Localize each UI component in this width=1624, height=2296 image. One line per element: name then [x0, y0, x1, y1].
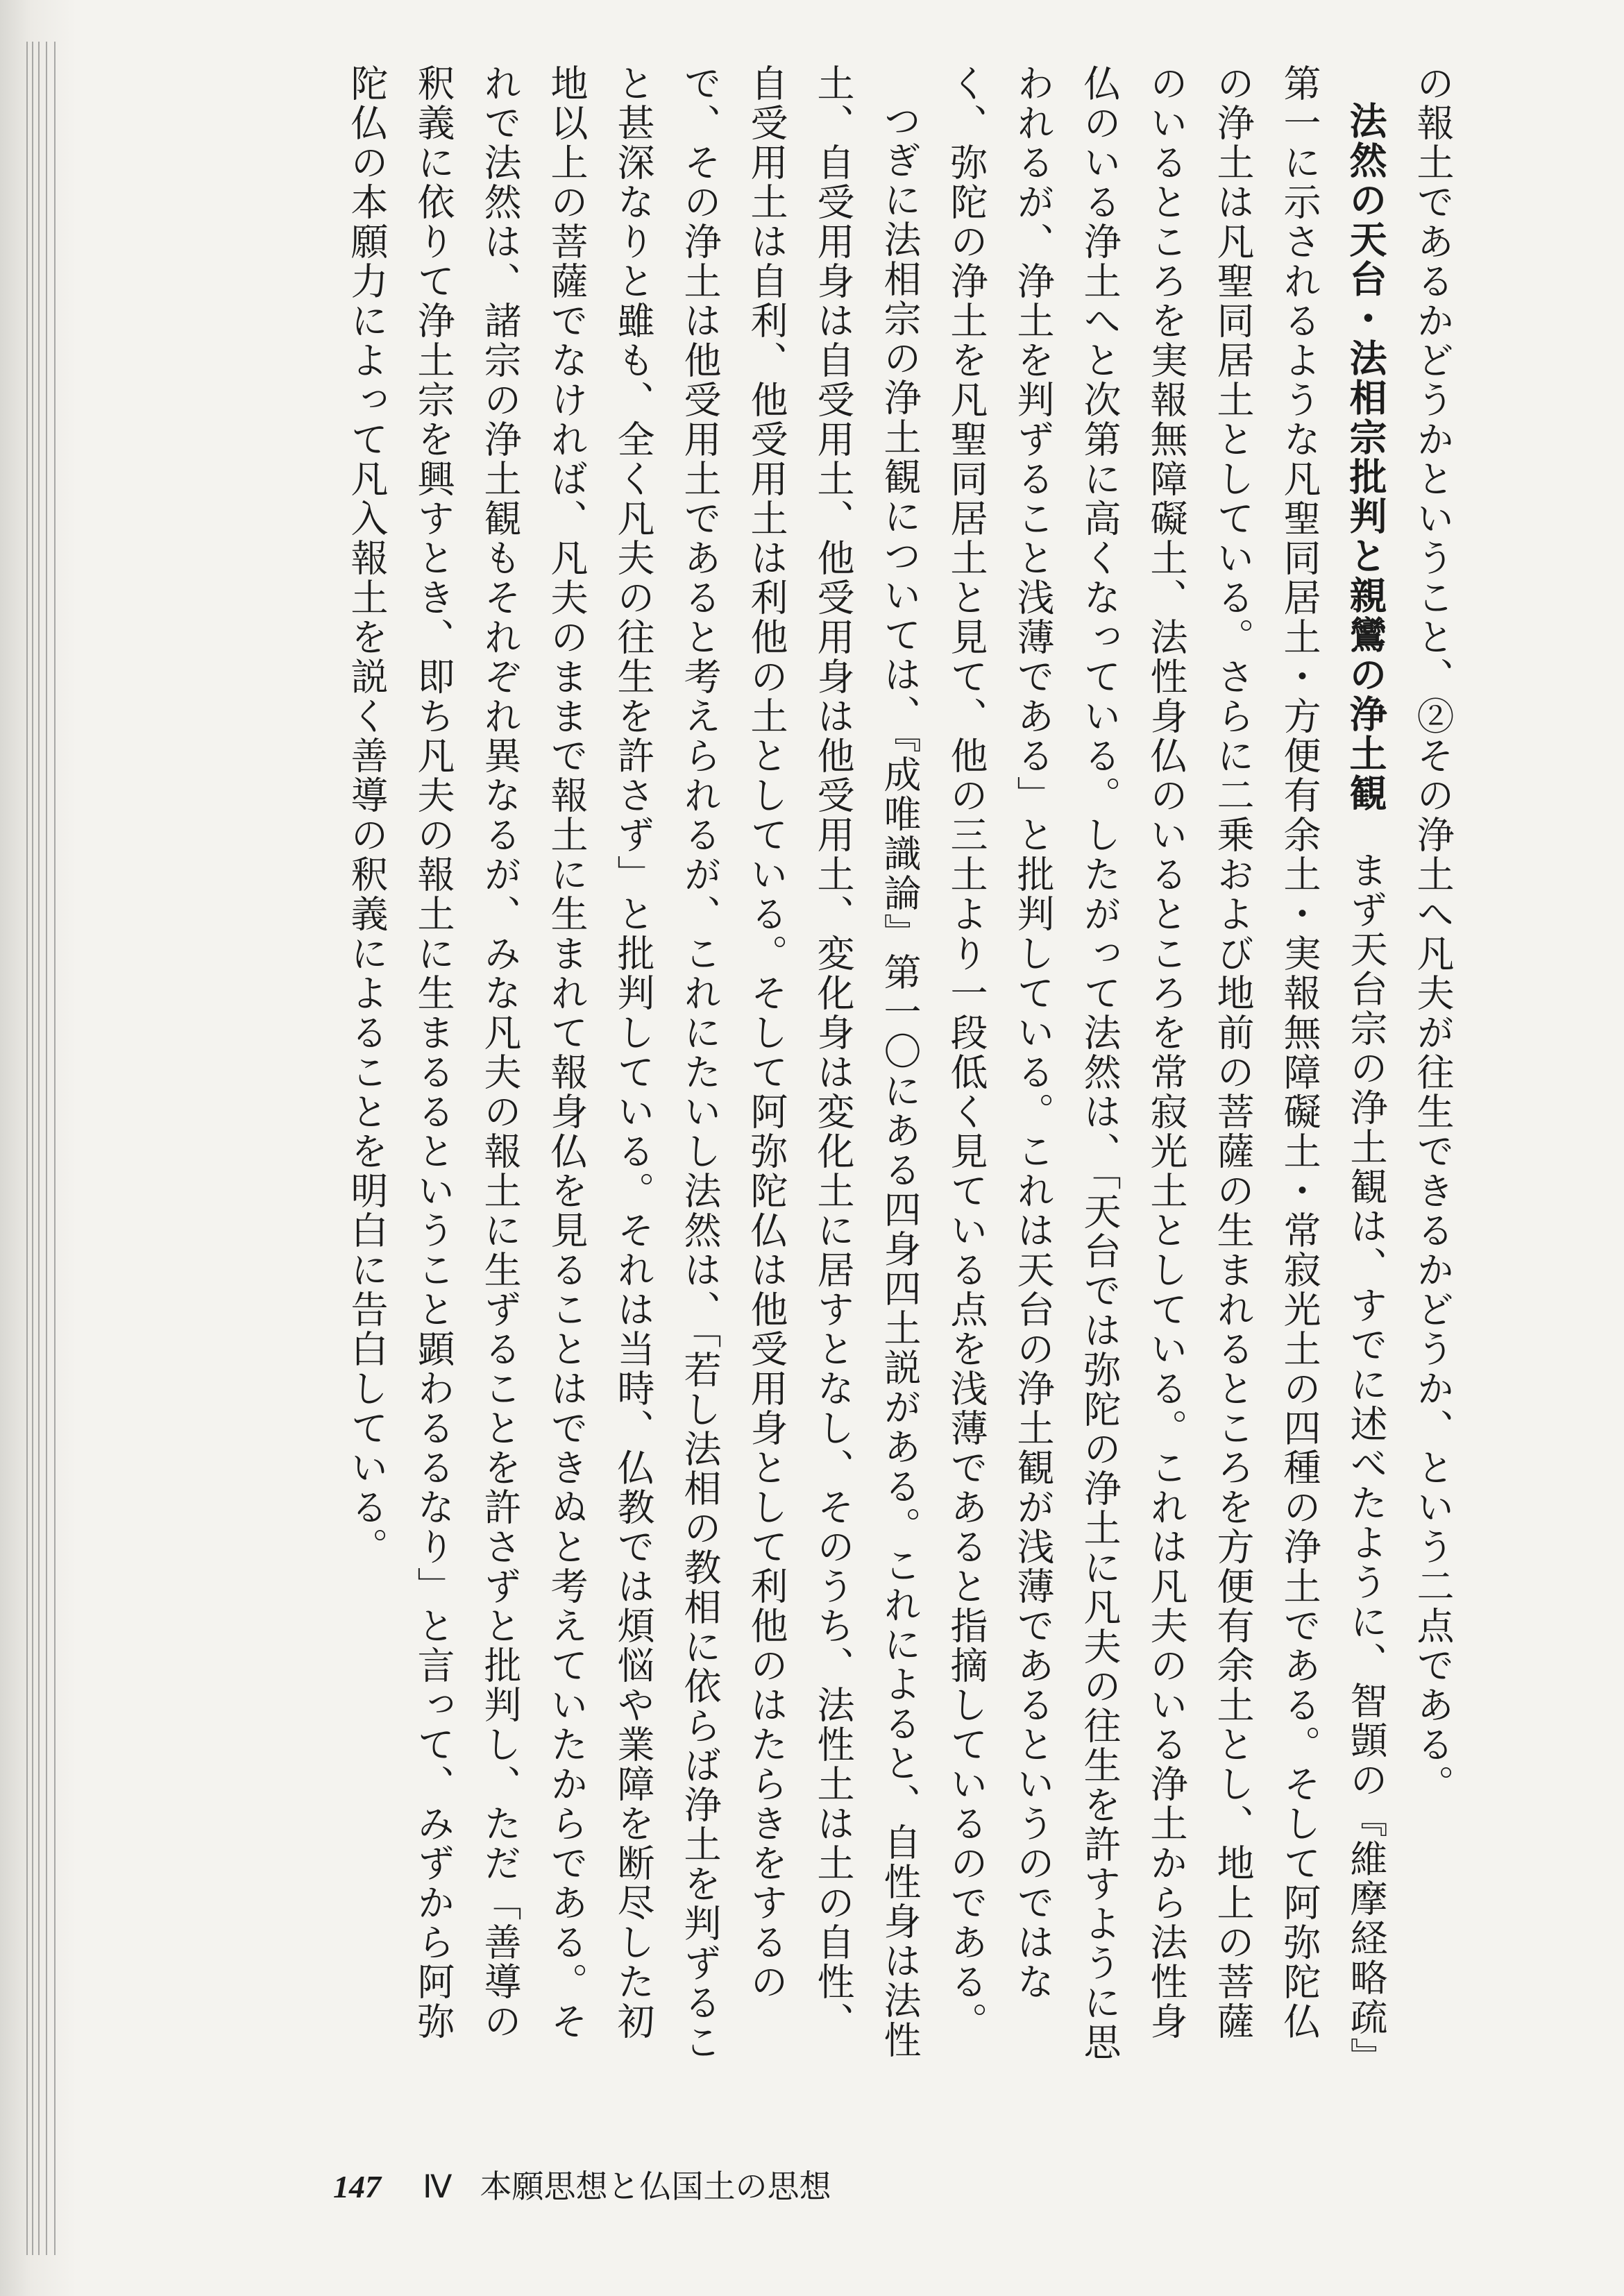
- body-text: [217, 64, 1466, 2076]
- chapter-title: 本願思想と仏国土の思想: [480, 2168, 831, 2205]
- paragraph-hosso: つぎに法相宗の浄土観については、『成唯識論』第一〇にある四身四土説がある。これによると、自性身は法性土、自受用身は自受用土、他受用身は他受用土、変化身は変化土に居すとなし、そのうち、法性土は土の自性、自受用土は自利、他受用土は利他の土としている。そして阿弥陀仏は他受用身として利他のはたらきをするので、その浄土は他受用土であると考えられるが、これにたいし法然は、「若し法相の教相に依らば浄土を判ずること甚深なりと雖も、全く凡夫の往生を許さず」と批判している。それは当時、仏教では煩悩や業障を断尽した初地以上の菩薩でなければ、凡夫のままで報土に生まれて報身仏を見ることはできぬと考えていたからである。それで法然は、諸宗の浄土観もそれぞれ異なるが、みな凡夫の報土に生ずることを許さずと批判し、ただ「善導の釈義に依りて浄土宗を興すとき、即ち凡夫の報土に生まるるということ顕わるるなり」と言って、みずから阿弥陀仏の本願力によって凡入報土を説く善導の釈義によることを明白に告白している。: [345, 64, 922, 2062]
- chapter-numeral: Ⅳ: [423, 2169, 452, 2204]
- paragraph-tendai: [933, 64, 1399, 2076]
- binding-line: [38, 42, 40, 2255]
- binding-line: [46, 42, 47, 2255]
- section-heading: 法然の天台・法相宗批判と親鸞の浄土観: [1344, 101, 1388, 813]
- paragraph-opening: の報土であるかどうかということ、②その浄土へ凡夫が往生できるかどうか、という二点である。: [1411, 64, 1455, 1804]
- binding-line: [26, 42, 28, 2255]
- page-number: 147: [333, 2169, 381, 2204]
- paragraph-tendai-text: まず天台宗の浄土観は、すでに述べたように、智顗の『維摩経略疏』第一に示されるような凡聖同居土・方便有余土・実報無障礙土・常寂光土の四種の浄土である。そして阿弥陀仏の浄土は凡聖同居土としている。さらに二乗および地前の菩薩の生まれるところを方便有余土とし、地上の菩薩のいるところを実報無障礙土、法性身仏のいるところを常寂光土としている。これは凡夫のいる浄土から法性身仏のいる浄土へと次第に高くなっている。したがって法然は、「天台では弥陀の浄土に凡夫の往生を許すように思われるが、浄土を判ずること浅薄である」と批判している。これは天台の浄土観が浅薄であるというのではなく、弥陀の浄土を凡聖同居土と見て、他の三土より一段低く見ている点を浅薄であると指摘しているのである。: [945, 64, 1388, 2062]
- binding-line: [54, 42, 56, 2255]
- page-footer: [333, 2161, 831, 2207]
- binding-line: [32, 42, 33, 2255]
- binding-edge: [0, 0, 76, 2296]
